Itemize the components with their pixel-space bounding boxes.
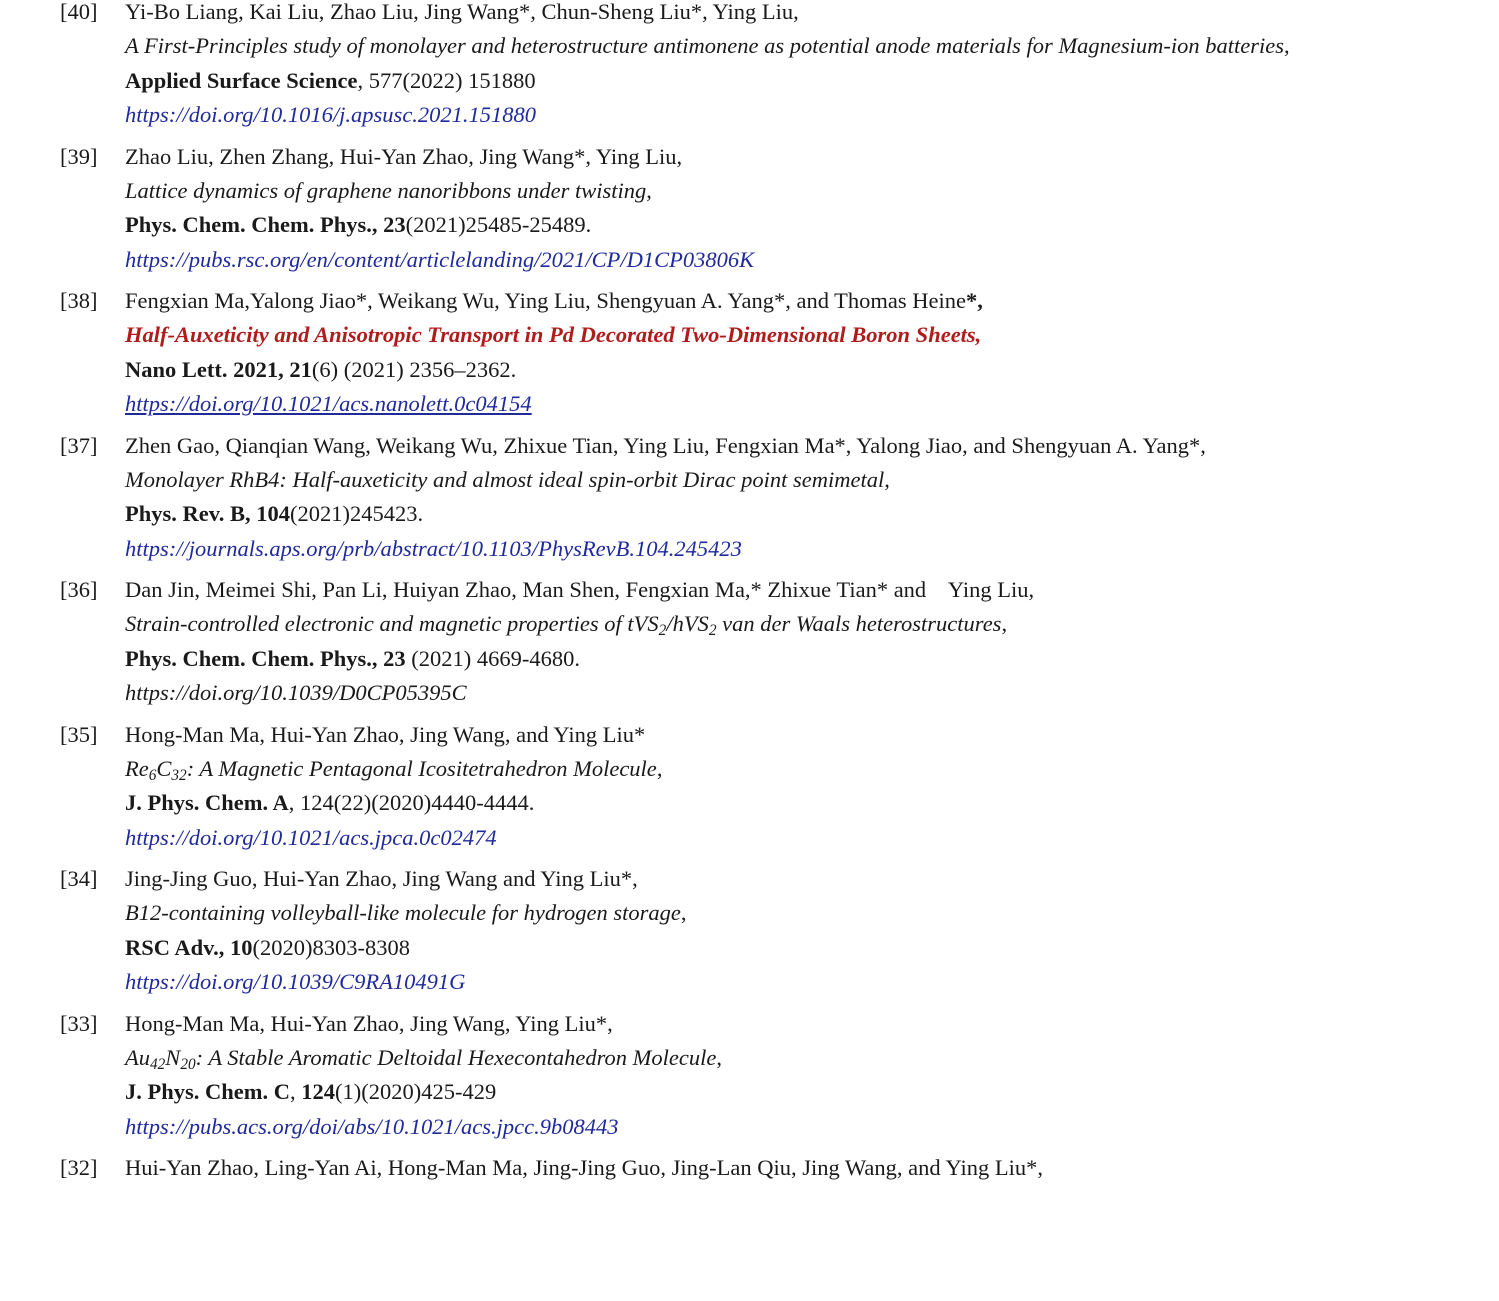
- reference-journal: [125, 791, 534, 814]
- reference-title-line: [125, 901, 687, 924]
- reference-entry-34: [0, 867, 1499, 1012]
- title-part: Re: [125, 755, 149, 781]
- title-comma: ,: [884, 466, 890, 492]
- reference-title: B12-containing volleyball-like molecule for hydrogen storage: [125, 900, 681, 926]
- reference-entry-40: [0, 0, 1499, 145]
- reference-journal: [125, 936, 410, 959]
- journal-name: Phys. Chem. Chem. Phys., 23: [125, 645, 406, 671]
- reference-title: Lattice dynamics of graphene nanoribbons under twisting: [125, 177, 647, 203]
- reference-title-line: [125, 468, 890, 491]
- reference-number: [34]: [60, 866, 98, 891]
- title-part: Au: [125, 1044, 150, 1070]
- reference-journal: [125, 69, 536, 92]
- reference-authors: Zhen Gao, Qianqian Wang, Weikang Wu, Zhixue Tian, Ying Liu, Fengxian Ma*, Yalong Jiao, and Shengyuan A. Yang*,: [125, 432, 1206, 458]
- reference-number: [32]: [60, 1155, 98, 1180]
- reference-link[interactable]: https://pubs.acs.org/doi/abs/10.1021/acs.jpcc.9b08443: [125, 1113, 619, 1139]
- reference-title: Half-Auxeticity and Anisotropic Transport in Pd Decorated Two-Dimensional Boron Sheets,: [125, 322, 982, 348]
- title-part: Strain-controlled electronic and magnetic properties of tVS: [125, 611, 659, 637]
- reference-title-line: [125, 1044, 722, 1073]
- reference-number: [38]: [60, 288, 98, 313]
- journal-name: RSC Adv., 10: [125, 934, 253, 960]
- title-part: : A Stable Aromatic Deltoidal Hexecontahedron Molecule: [195, 1044, 717, 1070]
- reference-authors: Dan Jin, Meimei Shi, Pan Li, Huiyan Zhao, Man Shen, Fengxian Ma,* Zhixue Tian* and Ying Liu,: [125, 577, 1035, 602]
- title-part: /hVS: [666, 611, 709, 637]
- reference-title: Monolayer RhB4: Half-auxeticity and almost ideal spin-orbit Dirac point semimetal: [125, 466, 885, 492]
- journal-details: (2021) 4669-4680.: [405, 645, 580, 671]
- reference-title-line: [125, 755, 663, 784]
- title-subscript: 32: [171, 766, 187, 784]
- reference-title: [125, 611, 1002, 640]
- reference-authors: Hui-Yan Zhao, Ling-Yan Ai, Hong-Man Ma, Jing-Jing Guo, Jing-Lan Qiu, Jing Wang, and Ying Liu*,: [125, 1155, 1043, 1180]
- reference-number: [39]: [60, 143, 98, 169]
- reference-entry-36: [0, 578, 1499, 723]
- reference-journal: [125, 358, 516, 381]
- journal-details: (2020)8303-8308: [252, 934, 411, 960]
- title-subscript: 2: [658, 622, 667, 640]
- reference-title-line: [125, 611, 1008, 640]
- title-comma: ,: [716, 1044, 722, 1070]
- reference-entry-35: [0, 723, 1499, 868]
- title-subscript: 6: [148, 766, 157, 784]
- reference-authors: Yi-Bo Liang, Kai Liu, Zhao Liu, Jing Wang*, Chun-Sheng Liu*, Ying Liu,: [125, 0, 799, 24]
- reference-authors: Jing-Jing Guo, Hui-Yan Zhao, Jing Wang and Ying Liu*,: [125, 866, 638, 891]
- reference-entry-37: [0, 434, 1499, 579]
- reference-title-line: [125, 34, 1290, 57]
- journal-details: , 577(2022) 151880: [357, 67, 536, 93]
- reference-authors-line: [125, 289, 983, 312]
- journal-name: J. Phys. Chem. A: [125, 790, 289, 816]
- journal-name: J. Phys. Chem. C: [125, 1079, 291, 1105]
- journal-name: Phys. Chem. Chem. Phys., 23: [125, 212, 406, 238]
- journal-separator: ,: [290, 1079, 302, 1105]
- reference-number: [35]: [60, 721, 98, 747]
- title-part: van der Waals heterostructures: [716, 611, 1002, 637]
- authors-bold-tail: *,: [966, 288, 983, 313]
- reference-number: [33]: [60, 1010, 98, 1036]
- journal-name: Nano Lett. 2021, 21: [125, 356, 312, 382]
- title-subscript: 42: [150, 1055, 166, 1073]
- title-comma: ,: [646, 177, 652, 203]
- title-comma: ,: [1001, 611, 1008, 637]
- journal-details: (1)(2020)425-429: [335, 1079, 497, 1105]
- journal-details: (2021)25485-25489.: [405, 212, 592, 238]
- reference-link[interactable]: https://doi.org/10.1021/acs.nanolett.0c04154: [125, 391, 532, 417]
- reference-link[interactable]: https://doi.org/10.1039/C9RA10491G: [125, 969, 466, 995]
- reference-entry-33: [0, 1012, 1499, 1157]
- reference-authors: Hong-Man Ma, Hui-Yan Zhao, Jing Wang, Ying Liu*,: [125, 1010, 613, 1036]
- journal-details: (6) (2021) 2356–2362.: [311, 356, 517, 382]
- title-part: C: [156, 755, 172, 781]
- reference-link[interactable]: https://pubs.rsc.org/en/content/articlelanding/2021/CP/D1CP03806K: [125, 246, 755, 272]
- journal-volume: 124: [301, 1079, 336, 1105]
- reference-title: [125, 755, 657, 784]
- title-comma: ,: [680, 900, 687, 926]
- title-part: N: [165, 1044, 181, 1070]
- reference-number: [36]: [60, 577, 98, 602]
- title-part: : A Magnetic Pentagonal Icositetrahedron Molecule: [186, 755, 657, 781]
- reference-journal: [125, 1080, 496, 1103]
- reference-authors: Zhao Liu, Zhen Zhang, Hui-Yan Zhao, Jing Wang*, Ying Liu,: [125, 143, 683, 169]
- reference-journal: [125, 213, 591, 236]
- title-subscript: 2: [708, 622, 717, 640]
- reference-link[interactable]: https://journals.aps.org/prb/abstract/10.1103/PhysRevB.104.245423: [125, 535, 742, 561]
- reference-title: [125, 1044, 717, 1073]
- title-subscript: 20: [180, 1055, 196, 1073]
- reference-entry-39: [0, 145, 1499, 290]
- reference-number: [37]: [60, 432, 98, 458]
- journal-details: , 124(22)(2020)4440-4444.: [288, 790, 535, 816]
- reference-authors: Fengxian Ma,Yalong Jiao*, Weikang Wu, Ying Liu, Shengyuan A. Yang*, and Thomas Heine: [125, 288, 966, 313]
- reference-link[interactable]: https://doi.org/10.1016/j.apsusc.2021.151880: [125, 102, 537, 128]
- journal-details: (2021)245423.: [290, 501, 424, 527]
- title-comma: ,: [1284, 33, 1290, 59]
- reference-title-line: [125, 179, 652, 202]
- reference-link[interactable]: https://doi.org/10.1039/D0CP05395C: [125, 680, 467, 706]
- journal-name: Phys. Rev. B, 104: [125, 501, 291, 527]
- reference-link[interactable]: https://doi.org/10.1021/acs.jpca.0c02474: [125, 824, 497, 850]
- reference-entry-32: [0, 1156, 1499, 1301]
- reference-authors: Hong-Man Ma, Hui-Yan Zhao, Jing Wang, and Ying Liu*: [125, 721, 646, 747]
- title-comma: ,: [656, 755, 663, 781]
- reference-journal: [125, 502, 423, 525]
- reference-number: [40]: [60, 0, 98, 24]
- reference-entry-38: [0, 289, 1499, 434]
- reference-title: A First-Principles study of monolayer and heterostructure antimonene as potential anode materials for Magnesium-ion batteries: [125, 33, 1285, 59]
- journal-name: Applied Surface Science: [125, 67, 358, 93]
- reference-journal: [125, 647, 580, 670]
